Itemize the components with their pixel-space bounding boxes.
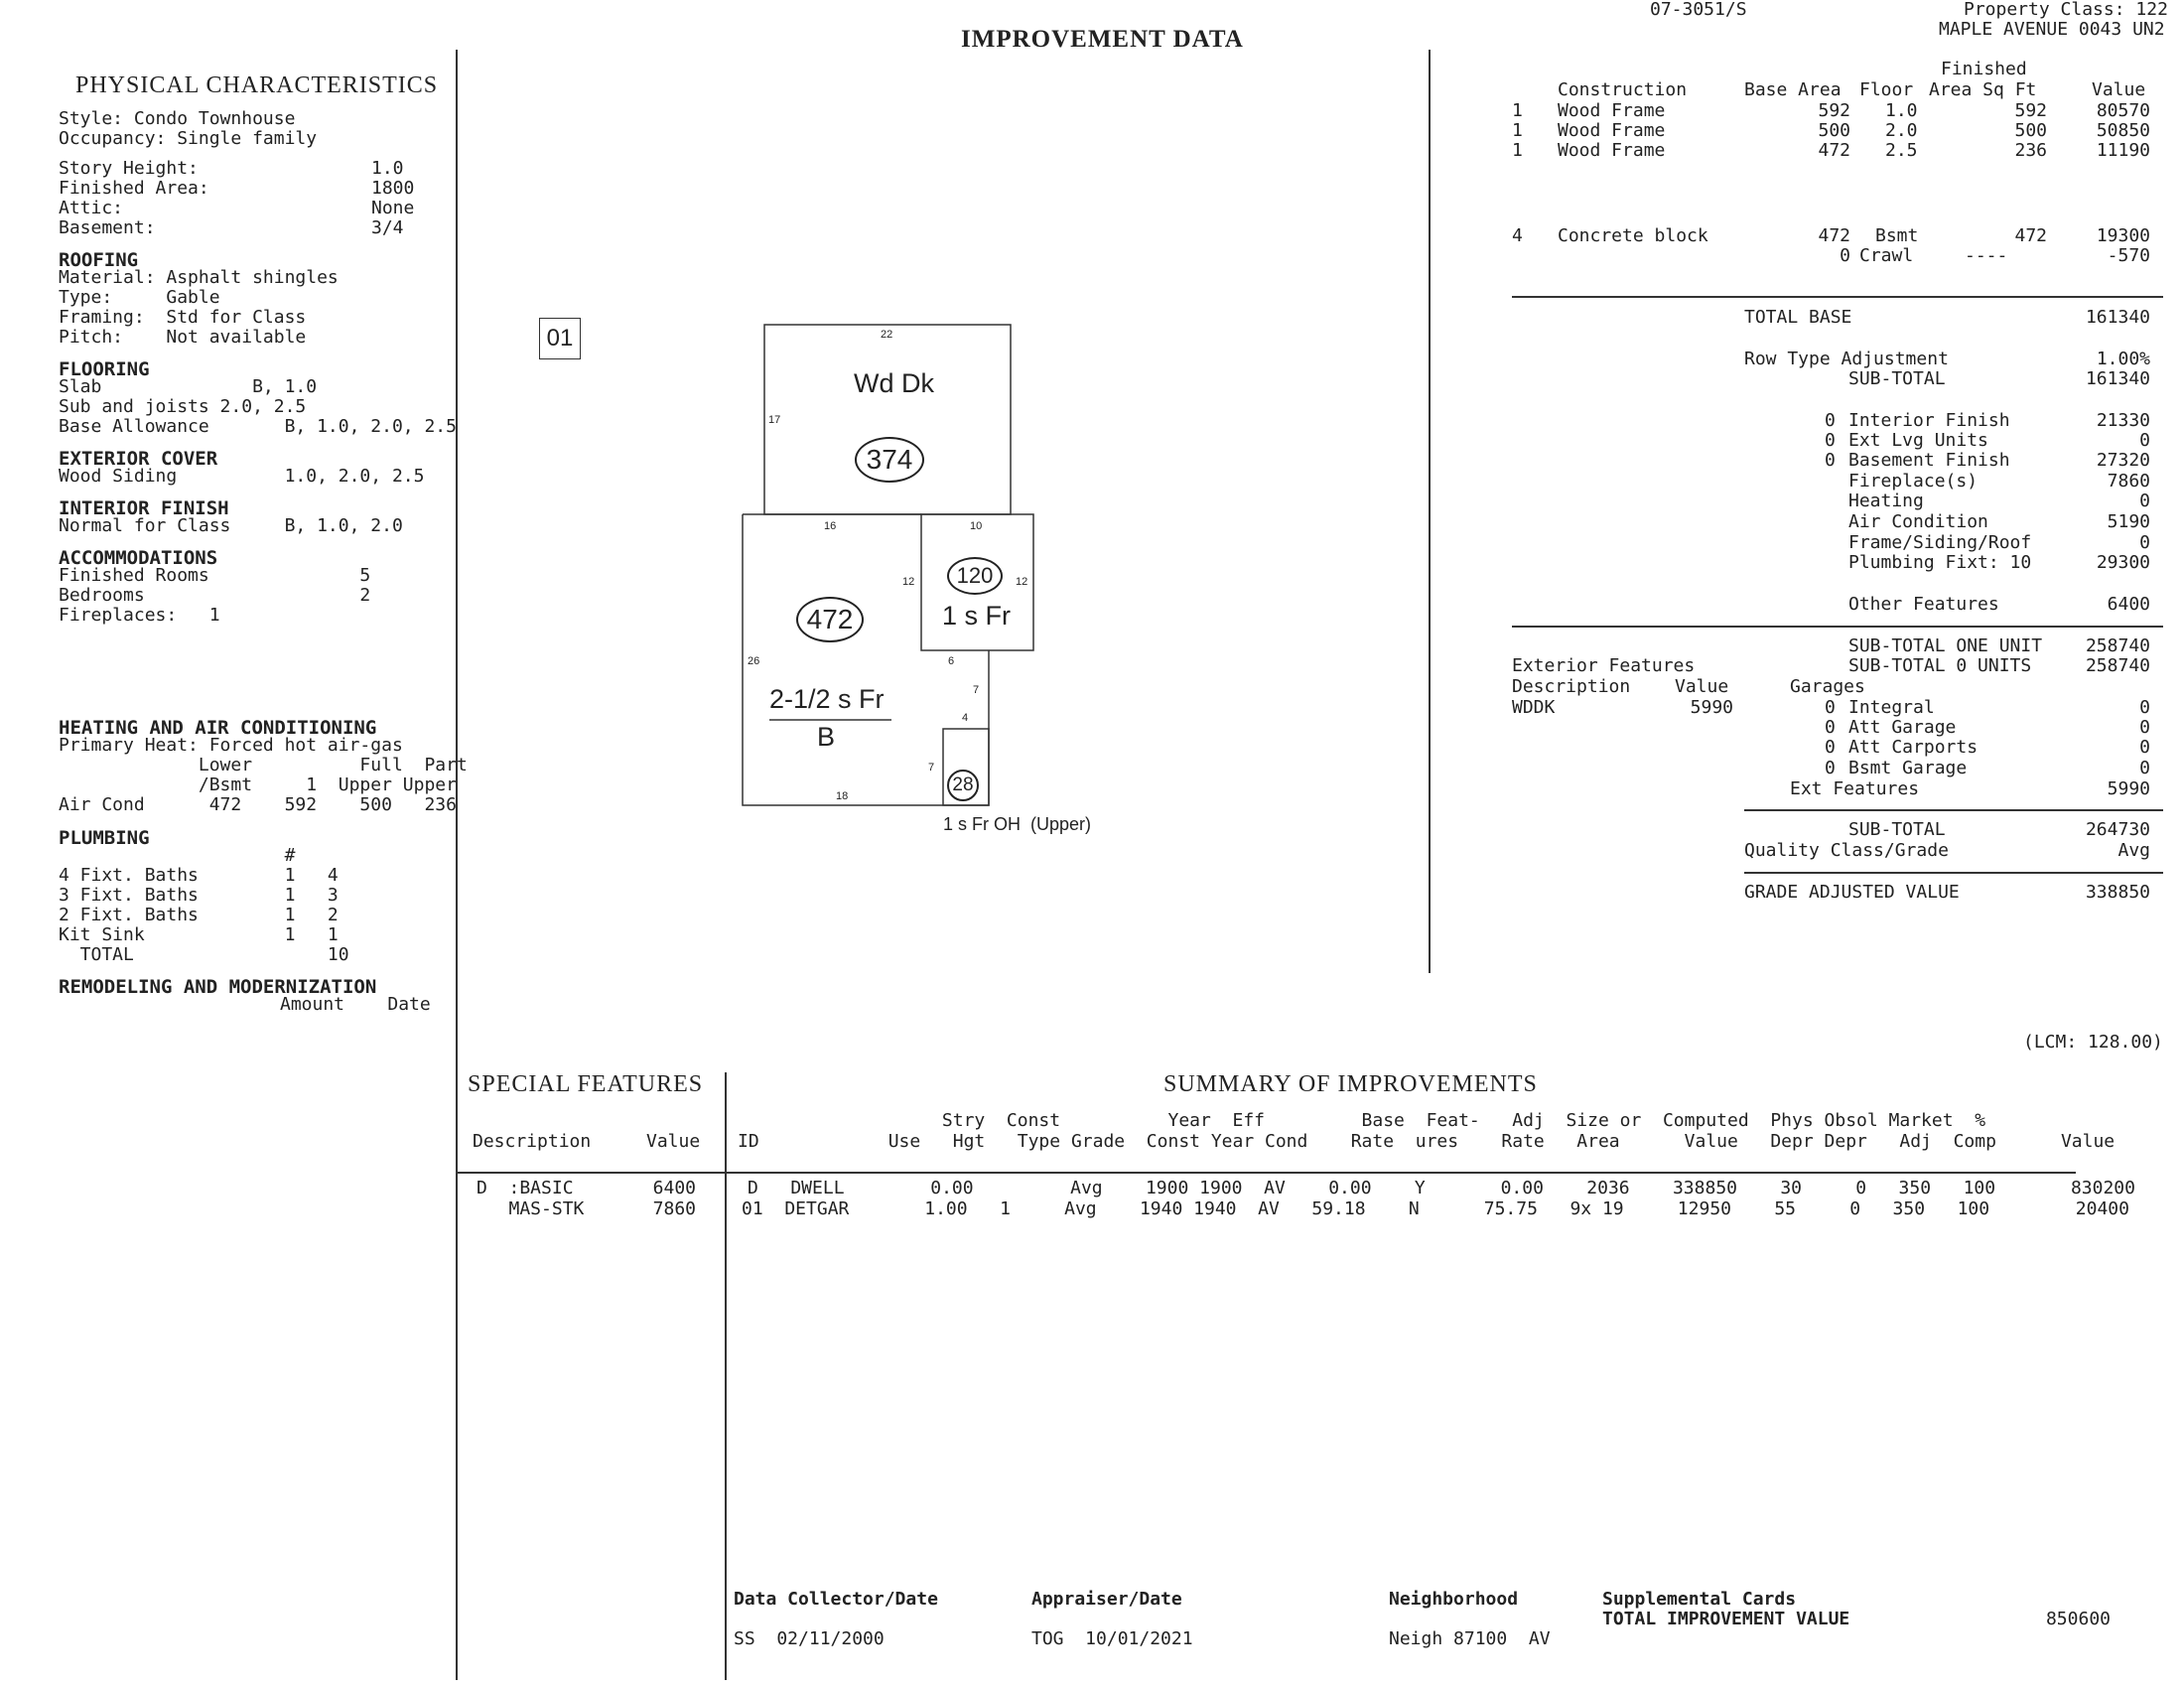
- item-label: Air Condition: [1848, 511, 1988, 532]
- garage-count: 0: [1825, 737, 1836, 758]
- heating-title: HEATING AND AIR CONDITIONING: [59, 717, 377, 739]
- item-count: 0: [1825, 410, 1836, 431]
- sketch-id-box: 01: [539, 318, 581, 359]
- construction-finished: ----: [1965, 245, 2008, 266]
- main-dim-left: 26: [748, 655, 760, 667]
- one-story-dim-top: 10: [970, 520, 983, 532]
- construction-finished: 472: [2014, 225, 2047, 246]
- grade-adjusted-value: 338850: [2085, 882, 2150, 903]
- construction-floor: 2.5: [1885, 140, 1918, 161]
- attic-label: Attic:: [59, 198, 124, 218]
- small-section-area: 28: [947, 770, 979, 801]
- physical-title: PHYSICAL CHARACTERISTICS: [75, 72, 439, 98]
- main-dim-top: 16: [824, 520, 837, 532]
- special-desc-header: Description: [473, 1131, 592, 1152]
- quality-grade-label: Quality Class/Grade: [1744, 840, 1949, 861]
- divider: [1512, 626, 2163, 628]
- summary-row: D DWELL 0.00 Avg 1900 1900 AV 0.00 Y 0.00 2036 338850 30 0 350 100 830200: [748, 1178, 2135, 1198]
- special-row-value: 6400: [652, 1178, 696, 1198]
- header-finished: Finished: [1941, 59, 2027, 79]
- wood-deck-label: Wd Dk: [854, 368, 934, 398]
- ext-features-value: 5990: [2107, 778, 2150, 799]
- construction-count: 1: [1512, 140, 1523, 161]
- divider-left: [456, 50, 458, 1680]
- item-value: 0: [2139, 532, 2150, 553]
- construction-base: 472: [1818, 225, 1850, 246]
- exterior-value: 5990: [1690, 697, 1733, 718]
- basement-label: Basement:: [59, 217, 156, 238]
- construction-value: 11190: [2096, 140, 2150, 161]
- main-dim-right-a: 12: [902, 576, 915, 588]
- divider-summary: [725, 1072, 727, 1680]
- item-value: 29300: [2096, 552, 2150, 573]
- garage-count: 0: [1825, 697, 1836, 718]
- neighborhood-header: Neighborhood: [1389, 1589, 1519, 1610]
- row-type-value: 1.00%: [2096, 349, 2150, 369]
- special-row-desc: MAS-STK: [477, 1198, 585, 1219]
- construction-type: Wood Frame: [1558, 100, 1666, 121]
- flooring-line: Sub and joists 2.0, 2.5: [59, 396, 307, 417]
- construction-base: 0: [1840, 245, 1850, 266]
- plumbing-title: PLUMBING: [59, 827, 150, 849]
- subtotal-value: 161340: [2085, 368, 2150, 389]
- divider: [726, 1172, 2076, 1174]
- item-count: 0: [1825, 430, 1836, 451]
- total-base-value: 161340: [2085, 307, 2150, 328]
- item-value: 0: [2139, 430, 2150, 451]
- construction-finished: 592: [2014, 100, 2047, 121]
- garage-value: 0: [2139, 737, 2150, 758]
- summary-header-row-2: ID Use Hgt Type Grade Const Year Cond Rate ures Rate Area Value Depr Depr Adj Comp Value: [738, 1131, 2116, 1152]
- subtotal-one-unit-label: SUB-TOTAL ONE UNIT: [1848, 635, 2043, 656]
- divider-right: [1429, 50, 1431, 973]
- roofing-line: Type: Gable: [59, 287, 220, 308]
- item-label: Frame/Siding/Roof: [1848, 532, 2032, 553]
- accommodations-line: Finished Rooms 5: [59, 565, 371, 586]
- heating-line: Lower Full Part: [59, 755, 468, 775]
- one-story-dim-right: 12: [1016, 576, 1028, 588]
- summary-row: 01 DETGAR 1.00 1 Avg 1940 1940 AV 59.18 N 75.75 9x 19 12950 55 0 350 100 20400: [742, 1198, 2129, 1219]
- construction-floor: 1.0: [1885, 100, 1918, 121]
- row-type-label: Row Type Adjustment: [1744, 349, 1949, 369]
- construction-base: 500: [1818, 120, 1850, 141]
- header-area-sqft: Area Sq Ft: [1929, 79, 2037, 100]
- main-dim-right-c: 7: [973, 684, 980, 696]
- supplemental-cards-header: Supplemental Cards: [1602, 1589, 1797, 1610]
- total-base-label: TOTAL BASE: [1744, 307, 1852, 328]
- plumbing-line: 3 Fixt. Baths 1 3: [59, 885, 339, 906]
- interior-finish-title: INTERIOR FINISH: [59, 497, 229, 519]
- exterior-cover-title: EXTERIOR COVER: [59, 448, 218, 470]
- item-label: Fireplace(s): [1848, 471, 1979, 492]
- ext-features-label: Ext Features: [1790, 778, 1920, 799]
- wood-deck-area: 374: [855, 437, 924, 483]
- page-title: IMPROVEMENT DATA: [961, 26, 1244, 53]
- divider: [1512, 296, 2163, 298]
- header-construction: Construction: [1558, 79, 1688, 100]
- lcm-value: (LCM: 128.00): [2023, 1032, 2163, 1053]
- flooring-line: Slab B, 1.0: [59, 376, 318, 397]
- exterior-cover-line: Wood Siding 1.0, 2.0, 2.5: [59, 466, 425, 487]
- roofing-line: Framing: Std for Class: [59, 307, 307, 328]
- main-dim-right-b: 6: [948, 655, 955, 667]
- subtotal-one-unit-value: 258740: [2085, 635, 2150, 656]
- item-value: 0: [2139, 491, 2150, 511]
- main-dim-inner: 7: [928, 762, 935, 774]
- main-dim-right-d: 4: [962, 712, 969, 724]
- subtotal2-label: SUB-TOTAL: [1848, 819, 1946, 840]
- construction-floor: Crawl: [1859, 245, 1914, 266]
- exterior-value-header: Value: [1675, 676, 1729, 697]
- neighborhood-value: Neigh 87100 AV: [1389, 1628, 1551, 1649]
- main-section-basement: B: [817, 722, 836, 752]
- accommodations-line: Fireplaces: 1: [59, 605, 220, 626]
- special-row-value: 7860: [652, 1198, 696, 1219]
- subtotal2-value: 264730: [2085, 819, 2150, 840]
- plumbing-line: TOTAL 10: [59, 944, 349, 965]
- heating-line: Air Cond 472 592 500 236: [59, 794, 457, 815]
- story-height-label: Story Height:: [59, 158, 199, 179]
- item-label: Ext Lvg Units: [1848, 430, 1988, 451]
- accommodations-title: ACCOMMODATIONS: [59, 547, 218, 569]
- other-features-label: Other Features: [1848, 594, 1999, 615]
- item-count: 0: [1825, 450, 1836, 471]
- interior-finish-line: Normal for Class B, 1.0, 2.0: [59, 515, 403, 536]
- header-base-area: Base Area: [1744, 79, 1842, 100]
- property-class: Property Class: 122: [1964, 0, 2168, 20]
- construction-count: 4: [1512, 225, 1523, 246]
- divider: [457, 1172, 725, 1174]
- construction-value: -570: [2107, 245, 2150, 266]
- flooring-line: Base Allowance B, 1.0, 2.0, 2.5: [59, 416, 457, 437]
- header-floor: Floor: [1859, 79, 1914, 100]
- item-value: 21330: [2096, 410, 2150, 431]
- garage-label: Integral: [1848, 697, 1935, 718]
- construction-finished: 236: [2014, 140, 2047, 161]
- item-value: 27320: [2096, 450, 2150, 471]
- total-improvement-value: 850600: [2045, 1609, 2111, 1629]
- one-story-label: 1 s Fr: [942, 601, 1012, 631]
- accommodations-line: Bedrooms 2: [59, 585, 371, 606]
- roofing-line: Pitch: Not available: [59, 327, 307, 348]
- garage-value: 0: [2139, 758, 2150, 778]
- plumbing-line: 2 Fixt. Baths 1 2: [59, 905, 339, 925]
- story-height-value: 1.0: [371, 158, 404, 179]
- construction-base: 472: [1818, 140, 1850, 161]
- garage-label: Bsmt Garage: [1848, 758, 1968, 778]
- appraiser-value: TOG 10/01/2021: [1031, 1628, 1193, 1649]
- item-value: 5190: [2107, 511, 2150, 532]
- finished-area-value: 1800: [371, 178, 415, 199]
- construction-value: 50850: [2096, 120, 2150, 141]
- data-collector-value: SS 02/11/2000: [734, 1628, 885, 1649]
- subtotal-label: SUB-TOTAL: [1848, 368, 1946, 389]
- exterior-features-title: Exterior Features: [1512, 655, 1696, 676]
- divider: [1744, 809, 2163, 811]
- appraiser-header: Appraiser/Date: [1031, 1589, 1182, 1610]
- attic-value: None: [371, 198, 415, 218]
- special-value-header: Value: [646, 1131, 701, 1152]
- construction-count: 1: [1512, 120, 1523, 141]
- construction-value: 80570: [2096, 100, 2150, 121]
- data-collector-header: Data Collector/Date: [734, 1589, 938, 1610]
- wood-deck-dim-left: 17: [768, 414, 781, 426]
- sketch-caption: 1 s Fr OH (Upper): [943, 814, 1092, 834]
- summary-header-row-1: Stry Const Year Eff Base Feat- Adj Size or Computed Phys Obsol Market %: [738, 1110, 1986, 1131]
- one-story-area: 120: [947, 557, 1003, 595]
- construction-floor: 2.0: [1885, 120, 1918, 141]
- construction-type: Wood Frame: [1558, 120, 1666, 141]
- style-line: Style: Condo Townhouse: [59, 108, 296, 129]
- total-improvement-label: TOTAL IMPROVEMENT VALUE: [1602, 1609, 1850, 1629]
- subtotal-units-value: 258740: [2085, 655, 2150, 676]
- item-label: Basement Finish: [1848, 450, 2010, 471]
- construction-floor: Bsmt: [1875, 225, 1919, 246]
- other-features-value: 6400: [2107, 594, 2150, 615]
- remodeling-title: REMODELING AND MODERNIZATION: [59, 976, 377, 998]
- garage-count: 0: [1825, 758, 1836, 778]
- plumbing-line: 4 Fixt. Baths 1 4: [59, 865, 339, 886]
- header-value: Value: [2092, 79, 2146, 100]
- special-row-desc: D :BASIC: [477, 1178, 574, 1198]
- heating-line: Primary Heat: Forced hot air-gas: [59, 735, 403, 756]
- roofing-title: ROOFING: [59, 249, 139, 271]
- item-label: Interior Finish: [1848, 410, 2010, 431]
- grade-adjusted-label: GRADE ADJUSTED VALUE: [1744, 882, 1960, 903]
- occupancy-line: Occupancy: Single family: [59, 128, 318, 149]
- main-section-label: 2-1/2 s Fr: [769, 684, 885, 714]
- garage-value: 0: [2139, 717, 2150, 738]
- main-dim-bottom: 18: [836, 790, 849, 802]
- divider: [1744, 872, 2163, 874]
- garage-label: Att Carports: [1848, 737, 1979, 758]
- garage-value: 0: [2139, 697, 2150, 718]
- quality-grade-value: Avg: [2117, 840, 2150, 861]
- garage-label: Att Garage: [1848, 717, 1957, 738]
- wood-deck-outline: [764, 325, 1011, 514]
- document-code: 07-3051/S: [1650, 0, 1747, 20]
- construction-finished: 500: [2014, 120, 2047, 141]
- basement-value: 3/4: [371, 217, 404, 238]
- remodeling-columns: Amount Date: [280, 994, 431, 1015]
- roofing-line: Material: Asphalt shingles: [59, 267, 339, 288]
- flooring-title: FLOORING: [59, 358, 150, 380]
- garage-count: 0: [1825, 717, 1836, 738]
- plumbing-line: Kit Sink 1 1: [59, 924, 339, 945]
- summary-title: SUMMARY OF IMPROVEMENTS: [1163, 1071, 1538, 1097]
- main-section-area: 472: [796, 597, 864, 642]
- wood-deck-dim-top: 22: [881, 329, 893, 341]
- construction-type: Concrete block: [1558, 225, 1708, 246]
- garages-title: Garages: [1790, 676, 1865, 697]
- construction-base: 592: [1818, 100, 1850, 121]
- exterior-desc: WDDK: [1512, 697, 1556, 718]
- construction-value: 19300: [2096, 225, 2150, 246]
- item-label: Heating: [1848, 491, 1924, 511]
- address: MAPLE AVENUE 0043 UN2: [1939, 19, 2165, 40]
- special-features-title: SPECIAL FEATURES: [468, 1071, 704, 1097]
- construction-count: 1: [1512, 100, 1523, 121]
- plumbing-line: #: [59, 845, 296, 866]
- subtotal-units-label: SUB-TOTAL 0 UNITS: [1848, 655, 2032, 676]
- heating-line: /Bsmt 1 Upper Upper: [59, 774, 457, 795]
- item-label: Plumbing Fixt: 10: [1848, 552, 2032, 573]
- finished-area-label: Finished Area:: [59, 178, 209, 199]
- item-value: 7860: [2107, 471, 2150, 492]
- exterior-desc-header: Description: [1512, 676, 1631, 697]
- construction-type: Wood Frame: [1558, 140, 1666, 161]
